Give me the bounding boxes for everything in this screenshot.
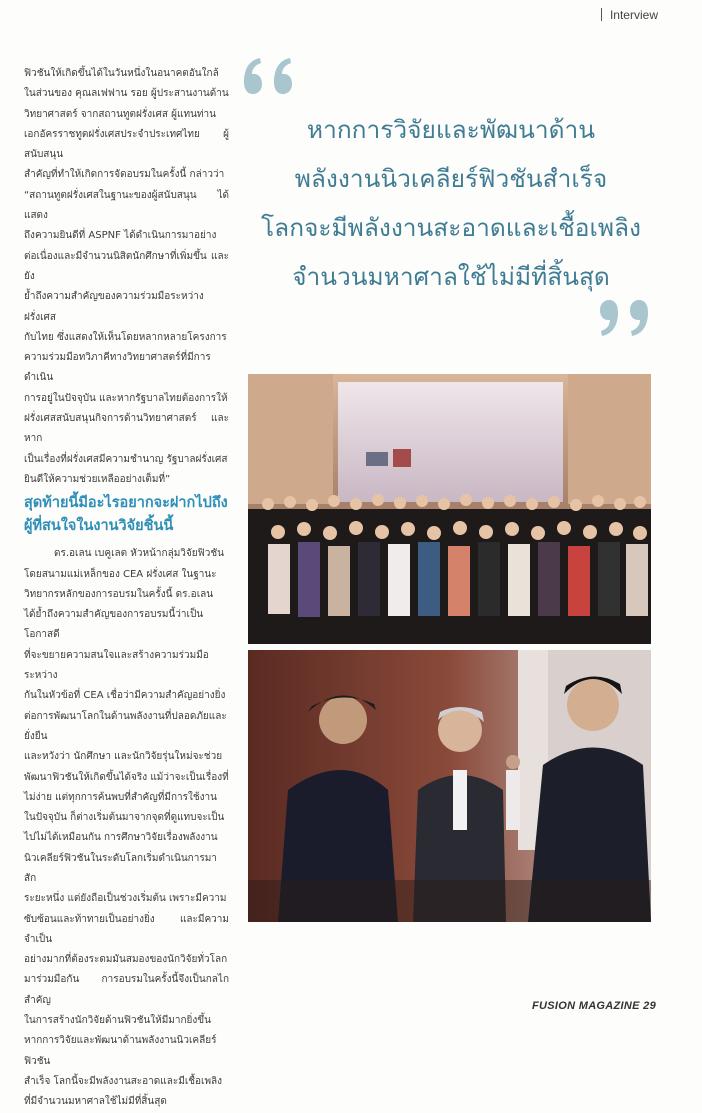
pull-quote-line: หากการวิจัยและพัฒนาด้าน [306,115,596,144]
text-line: ดร.อเลน เบคูเลต หัวหน้ากลุ่มวิจัยฟิวชัน [54,548,224,560]
subheading-line: สุดท้ายนี้มีอะไรอยากจะฝากไปถึง [24,495,228,512]
text-line: ไม่ง่าย แต่ทุกการค้นพบที่สำคัญที่มีการใช้งาน [24,791,217,803]
handshake-photo-icon [248,650,651,922]
text-line: ถึงความยินดีที่ ASPNF ได้ดำเนินการมาอย่าง [24,230,217,242]
paragraph-2 [24,544,229,1112]
text-line: วิทยากรหลักของการอบรมในครั้งนี้ ดร.อเลน [24,588,214,600]
text-line: ความร่วมมือทวิภาคีทางวิทยาศาสตร์ที่มีการดำเนิน [24,352,211,384]
text-line: ที่จะขยายความสนใจและสร้างความร่วมมือระหว่าง [24,649,209,682]
open-quote-icon [240,56,300,96]
subheading-line: ผู้ที่สนใจในงานวิจัยชิ้นนี้ [24,518,174,535]
text-line: ยินดีให้ความช่วยเหลืออย่างเต็มที่” [24,473,171,485]
text-line: เป็นเรื่องที่ฝรั่งเศสมีความชำนาญ รัฐบาลฝรั่งเศส [24,453,228,465]
magazine-name: FUSION MAGAZINE [532,1000,640,1012]
text-line: อย่างมากที่ต้องระดมมันสมองของนักวิจัยทั่วโลก [24,954,228,966]
page-footer [532,1000,656,1012]
text-line: และหวังว่า นักศึกษา และนักวิจัยรุ่นใหม่จะช่วย [24,751,223,763]
pull-quote-line: พลังงานนิวเคลียร์ฟิวชันสำเร็จ [294,164,608,193]
pull-quote-line: โลกจะมีพลังงานสะอาดและเชื้อเพลิง [261,213,641,242]
left-text-column [24,64,229,1113]
paragraph-1 [24,64,229,490]
text-line: เอกอัครราชทูตฝรั่งเศสประจำประเทศไทย ผู้สนับสนุน [24,128,229,161]
text-line: ซับซ้อนและท้าทายเป็นอย่างยิ่ง และมีความจำเป็น [24,913,229,945]
text-line: ที่มีจำนวนมหาศาลใช้ไม่มีที่สิ้นสุด [24,1096,167,1108]
text-line: ระยะหนึ่ง แต่ยังถือเป็นช่วงเริ่มต้น เพราะมีความ [24,893,227,905]
text-line: นิวเคลียร์ฟิวชันในระดับโลกเริ่มดำเนินการมาสัก [24,852,217,884]
text-line: ต่อการพัฒนาโลกในด้านพลังงานที่ปลอดภัยและยั่งยืน [24,710,227,742]
section-label: Interview [609,8,658,22]
close-quote-icon [592,298,652,338]
text-line: ฟิวชันให้เกิดขึ้นได้ในวันหนึ่งในอนาคตอันใกล้ [24,68,219,79]
text-line: ต่อเนื่องและมีจำนวนนิสิตนักศึกษาที่เพิ่มขึ้น และยัง [24,250,229,282]
text-line: วิทยาศาสตร์ จากสถานทูตฝรั่งเศส ผู้แทนท่าน [24,108,216,120]
text-line: สำเร็จ โลกนี้จะมีพลังงานสะอาดและมีเชื้อเพลิง [24,1075,223,1087]
pull-quote-line: จำนวนมหาศาลใช้ไม่มีที่สิ้นสุด [292,262,610,291]
text-line: กับไทย ซึ่งแสดงให้เห็นโดยหลากหลายโครงการ [24,331,227,343]
text-line: ในการสร้างนักวิจัยด้านฟิวชันให้มีมากยิ่งขึ้น [24,1015,211,1027]
group-photo-icon [248,374,651,644]
section-subheading [24,492,229,538]
text-line: มาร่วมมือกัน การอบรมในครั้งนี้จึงเป็นกลไกสำคัญ [24,974,229,1006]
text-line: โดยสนามแม่เหล็กของ CEA ฝรั่งเศส ในฐานะ [24,568,217,580]
page-number: 29 [643,1000,656,1012]
text-line: ฝรั่งเศสสนับสนุนกิจการด้านวิทยาศาสตร์ และหาก [24,413,229,445]
header-divider [601,8,602,21]
text-line: การอยู่ในปัจจุบัน และหากรัฐบาลไทยต้องการให้ [24,392,228,404]
text-line: กันในหัวข้อที่ CEA เชื่อว่ามีความสำคัญอย่างยิ่ง [24,690,226,702]
text-line: “สถานทูตฝรั่งเศสในฐานะของผู้สนับสนุน ได้แสดง [24,189,229,222]
text-line: ย้ำถึงความสำคัญของความร่วมมือระหว่างฝรั่งเศส [24,291,204,323]
text-line: พัฒนาฟิวชันให้เกิดขึ้นได้จริง แม้ว่าจะเป็นเรื่องที่ [24,771,229,783]
section-header [601,8,658,22]
text-line: ในส่วนของ คุณลเฟฟาน รอย ผู้ประสานงานด้าน [24,88,229,100]
text-line: ในปัจจุบัน ก็ต่างเริ่มต้นมาจากจุดที่ดูแทบจะเป็น [24,812,225,824]
pull-quote [248,105,654,301]
text-line: ไปไม่ได้เหมือนกัน การศึกษาวิจัยเรื่องพลังงาน [24,832,218,844]
text-line: หากการวิจัยและพัฒนาด้านพลังงานนิวเคลียร์ฟิวชัน [24,1035,217,1067]
text-line: ได้ย้ำถึงความสำคัญของการอบรมนี้ว่าเป็นโอกาสดี [24,609,204,641]
text-line: สำคัญที่ทำให้เกิดการจัดอบรมในครั้งนี้ กล่าวว่า [24,169,225,181]
